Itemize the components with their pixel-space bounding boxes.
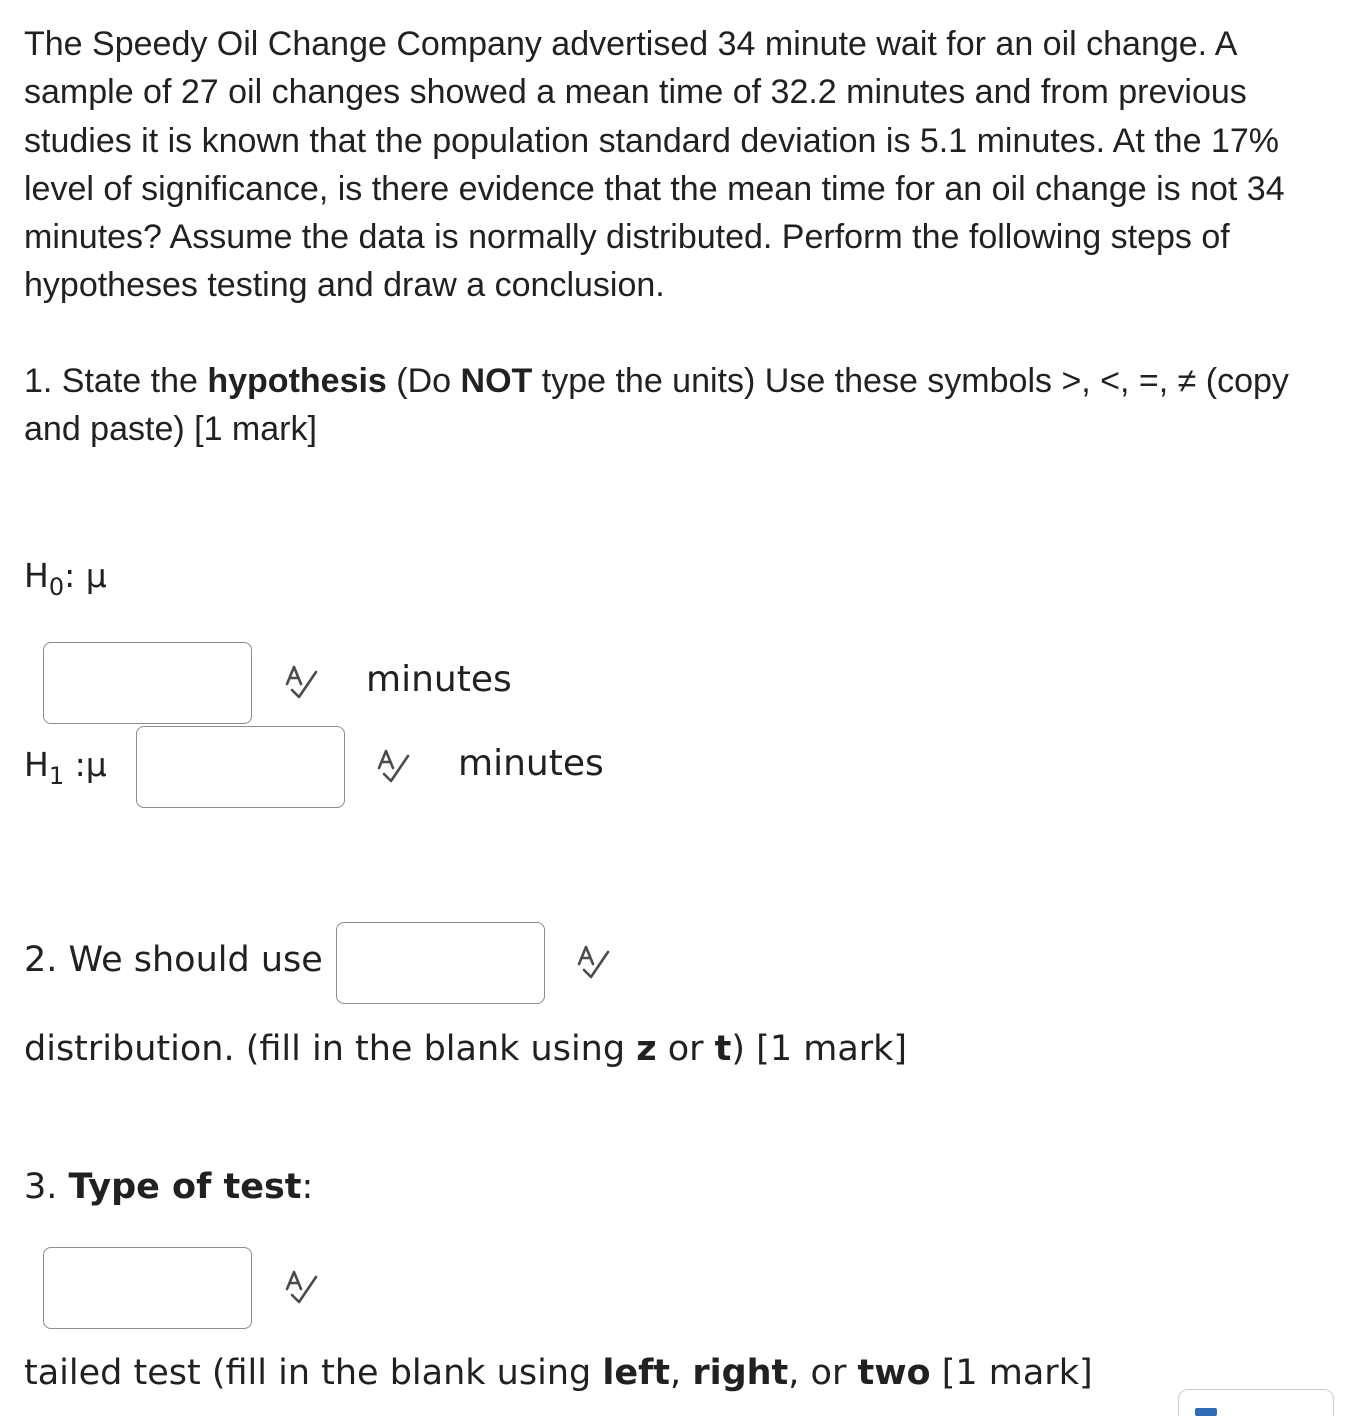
test-type-answer-input[interactable] [43, 1247, 252, 1329]
step2-bold-z: z [636, 1029, 657, 1069]
h1-answer-input[interactable] [136, 726, 345, 808]
step1-instruction [24, 357, 1344, 454]
step3-heading [24, 1166, 313, 1208]
step2-instruction [24, 1028, 907, 1070]
h1-h: H [24, 745, 49, 784]
step1-suffix: type the units) Use these symbols >, <, =, ≠ (copy and paste) [1 mark] [24, 362, 1289, 449]
spellcheck-icon[interactable] [573, 942, 613, 982]
step3-bold-left: left [602, 1353, 671, 1393]
step3-comma1: , [670, 1353, 693, 1393]
step3-bold-right: right [692, 1353, 789, 1393]
h0-h: H [24, 556, 49, 595]
step3-bold-two: two [857, 1353, 931, 1393]
step2-bold-t: t [714, 1029, 732, 1069]
step3-instruction [24, 1352, 1093, 1394]
spellcheck-icon[interactable] [281, 662, 321, 702]
step3-num: 3. [24, 1167, 69, 1207]
step2-line2-prefix: distribution. (fill in the blank using [24, 1029, 637, 1069]
step1-mid: (Do [386, 362, 461, 400]
step2-prefix: 2. We should use [24, 940, 323, 980]
step3-colon: : [301, 1167, 314, 1207]
step3-comma2: , or [788, 1353, 858, 1393]
h0-unit: minutes [366, 659, 512, 700]
question-text: The Speedy Oil Change Company advertised 34 minute wait for an oil change. A sample of 27 oil changes showed a mean time of 32.2 minutes and from previous studies it is known that the population standard deviation is 5.1 minutes. At the 17% level of significance, is there evidence that the mean time for an oil change is not 34 minutes? Assume the data is normally distributed. Perform the following steps of hypotheses testing and draw a conclusion. [24, 25, 1285, 305]
step3-bold-title: Type of test [68, 1167, 302, 1207]
distribution-answer-input[interactable] [336, 922, 545, 1004]
step2-line2-suffix: ) [1 mark] [731, 1029, 908, 1069]
spellcheck-icon[interactable] [373, 746, 413, 786]
step3-line-prefix: tailed test (fill in the blank using [24, 1353, 603, 1393]
h0-rest: : μ [64, 556, 107, 595]
spellcheck-icon[interactable] [281, 1267, 321, 1307]
step1-bold-not: NOT [460, 362, 533, 400]
h0-answer-input[interactable] [43, 642, 252, 724]
h1-label [24, 745, 107, 788]
h1-unit: minutes [458, 743, 604, 784]
step3-line-suffix: [1 mark] [930, 1353, 1093, 1393]
help-button[interactable] [1178, 1389, 1334, 1416]
step2-or: or [656, 1029, 715, 1069]
h0-label [24, 556, 107, 599]
h1-sub: 1 [48, 762, 65, 790]
h0-sub: 0 [48, 573, 65, 601]
step1-prefix: 1. State the [24, 362, 208, 400]
step1-bold-hypothesis: hypothesis [207, 362, 387, 400]
help-button-icon [1195, 1408, 1217, 1416]
h1-rest: :μ [64, 745, 107, 784]
